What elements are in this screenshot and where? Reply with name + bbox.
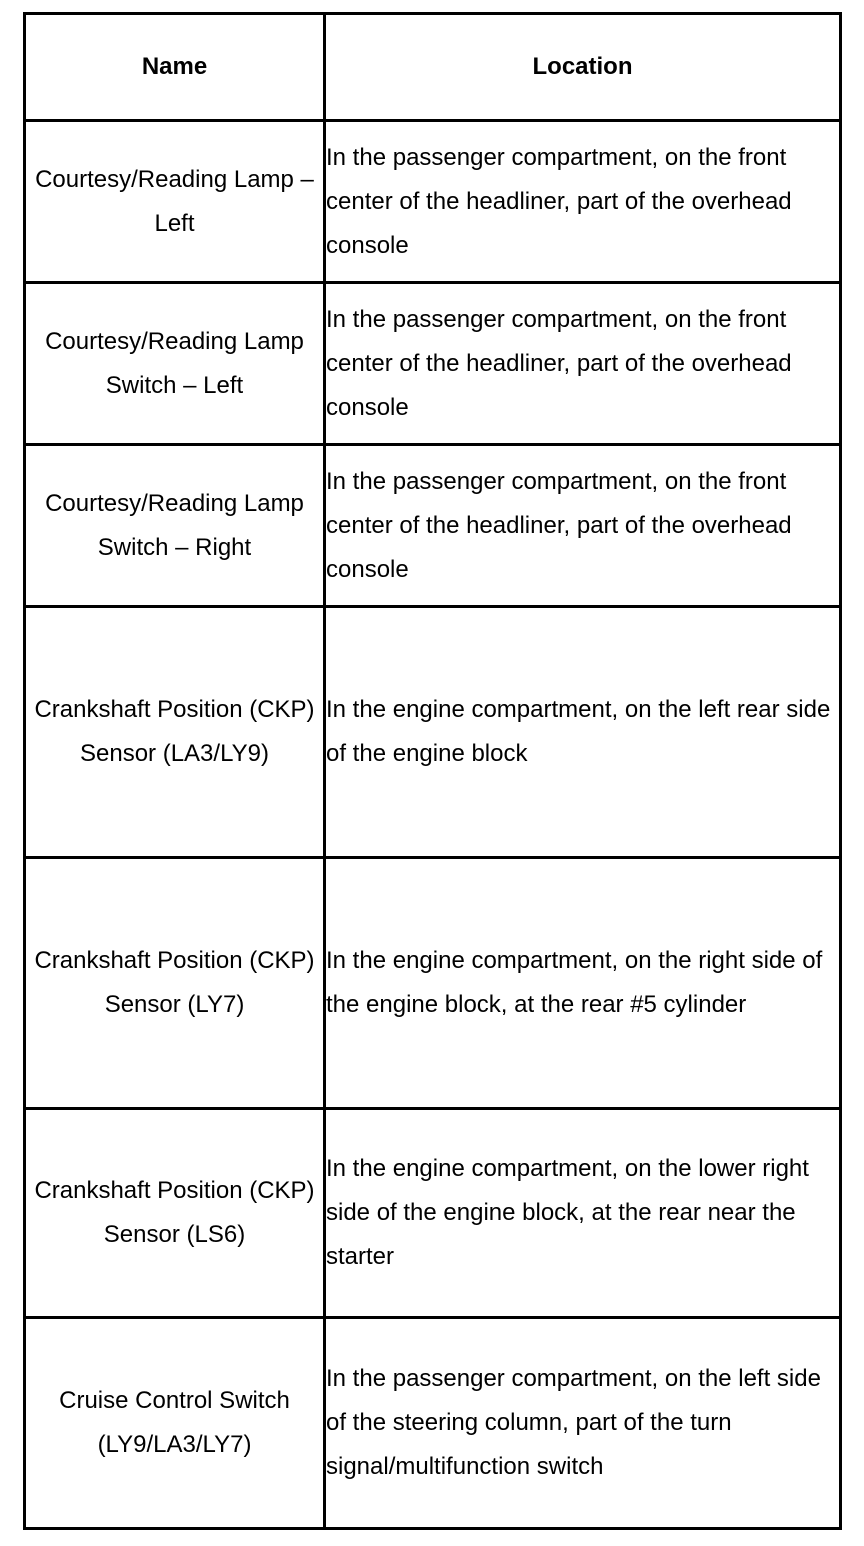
component-location: In the engine compartment, on the lower right side of the engine block, at the rear near the starter [325, 1109, 841, 1318]
component-name: Cruise Control Switch (LY9/LA3/LY7) [25, 1318, 325, 1529]
location-column-header: Location [325, 14, 841, 121]
component-name: Courtesy/Reading Lamp – Left [25, 121, 325, 283]
table-row [25, 1318, 841, 1529]
table-row [25, 121, 841, 283]
component-name: Courtesy/Reading Lamp Switch – Right [25, 445, 325, 607]
name-column-header: Name [25, 14, 325, 121]
table-row [25, 283, 841, 445]
component-location: In the engine compartment, on the right side of the engine block, at the rear #5 cylinder [325, 858, 841, 1109]
table-row [25, 1109, 841, 1318]
component-location: In the passenger compartment, on the front center of the headliner, part of the overhead console [325, 445, 841, 607]
table-row [25, 607, 841, 858]
component-name: Crankshaft Position (CKP) Sensor (LS6) [25, 1109, 325, 1318]
component-location-table [23, 12, 842, 1530]
table-row [25, 858, 841, 1109]
component-location: In the engine compartment, on the left rear side of the engine block [325, 607, 841, 858]
header-row [25, 14, 841, 121]
component-location: In the passenger compartment, on the left side of the steering column, part of the turn signal/multifunction switch [325, 1318, 841, 1529]
component-location: In the passenger compartment, on the front center of the headliner, part of the overhead console [325, 121, 841, 283]
component-name: Crankshaft Position (CKP) Sensor (LY7) [25, 858, 325, 1109]
component-name: Crankshaft Position (CKP) Sensor (LA3/LY9) [25, 607, 325, 858]
component-name: Courtesy/Reading Lamp Switch – Left [25, 283, 325, 445]
table-row [25, 445, 841, 607]
component-location: In the passenger compartment, on the front center of the headliner, part of the overhead console [325, 283, 841, 445]
